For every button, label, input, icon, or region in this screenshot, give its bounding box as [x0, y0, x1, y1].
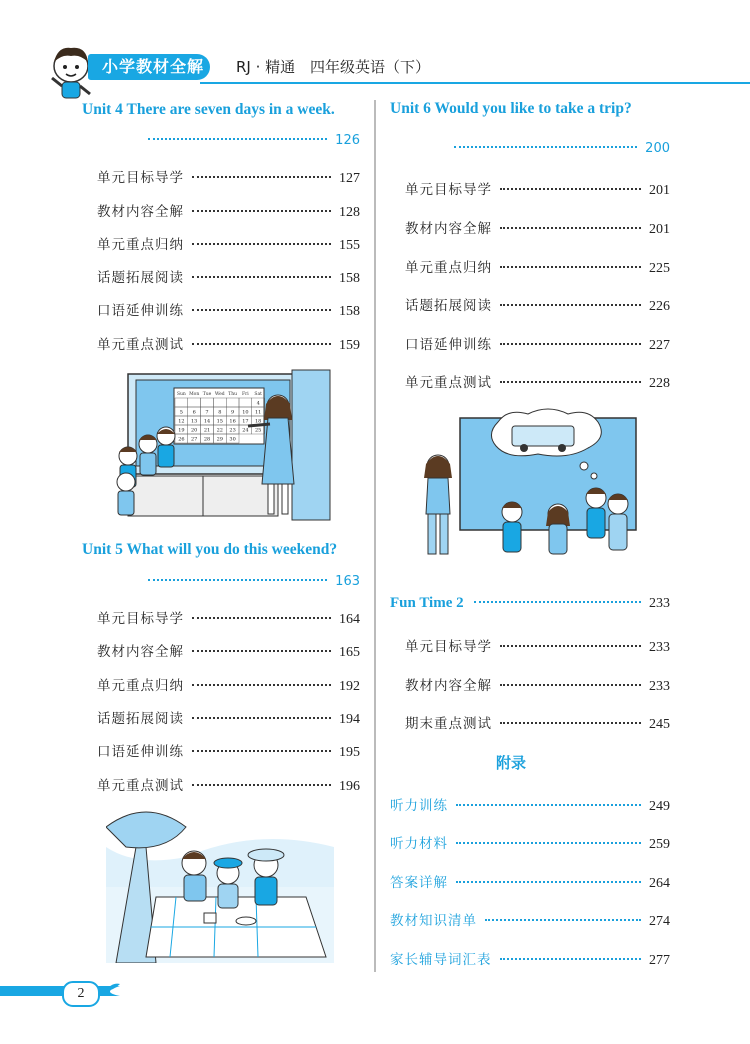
page-number: 2: [62, 981, 100, 1007]
toc-entry[interactable]: [97, 707, 360, 728]
edition-label: RJ · 精通: [236, 58, 296, 76]
leader-dots: [456, 842, 641, 844]
calendar-day-label: Mon: [189, 392, 200, 397]
calendar-date: 20: [191, 427, 198, 434]
toc-entry-page: 195: [339, 745, 360, 760]
book-title: 四年级英语（下）: [309, 58, 430, 76]
appendix-heading: 附录: [496, 754, 527, 772]
unit6-title[interactable]: Unit 6 Would you like to take a trip?: [390, 100, 632, 117]
column-divider: [374, 100, 376, 972]
calendar-date: 28: [203, 436, 211, 443]
leader-dots: [192, 650, 331, 652]
toc-entry[interactable]: [97, 774, 360, 795]
toc-entry[interactable]: [390, 948, 670, 969]
calendar-date: 26: [178, 436, 185, 443]
calendar-day-label: Fri: [242, 392, 249, 397]
calendar-date: 22: [216, 427, 223, 434]
leader-dots: [500, 684, 641, 686]
leader-dots: [500, 304, 641, 306]
toc-entry-label: 单元重点测试: [97, 337, 184, 353]
unit5-page: 163: [335, 574, 360, 589]
calendar-date: 21: [203, 427, 211, 434]
toc-entry[interactable]: [390, 871, 670, 892]
leader-dots: [500, 722, 641, 724]
toc-entry-label: 教材内容全解: [405, 678, 492, 694]
toc-entry-page: 277: [649, 953, 670, 968]
children-figures: [182, 849, 284, 908]
toc-entry[interactable]: [405, 371, 670, 392]
toc-entry-page: 127: [339, 171, 360, 186]
leader-dots: [148, 138, 327, 140]
toc-entry[interactable]: [97, 299, 360, 320]
leader-dots: [192, 210, 331, 212]
toc-entry-label: 教材知识清单: [390, 913, 477, 929]
leader-dots: [192, 717, 331, 719]
toc-entry-label: 听力材料: [390, 836, 448, 852]
leader-dots: [456, 881, 641, 883]
toc-entry-label: 口语延伸训练: [97, 303, 184, 319]
toc-entry[interactable]: [405, 712, 670, 733]
leader-dots: [500, 227, 641, 229]
unit5-title[interactable]: Unit 5 What will you do this weekend?: [82, 541, 338, 558]
toc-entry[interactable]: [97, 166, 360, 187]
unit6-page-line[interactable]: [454, 141, 670, 156]
toc-entry-label: 话题拓展阅读: [97, 270, 184, 286]
calendar-date: 23: [229, 427, 236, 434]
toc-entry-label: 教材内容全解: [97, 204, 184, 220]
leader-dots: [500, 343, 641, 345]
leader-dots: [474, 601, 641, 603]
toc-entry-page: 192: [339, 679, 360, 694]
toc-entry[interactable]: [97, 333, 360, 354]
toc-entry[interactable]: [405, 674, 670, 695]
calendar-date: 14: [203, 418, 211, 425]
toc-entry-page: 165: [339, 645, 360, 660]
calendar-date: 6: [192, 409, 196, 416]
toc-entry[interactable]: [390, 909, 670, 930]
leader-dots: [192, 784, 331, 786]
calendar-date: 30: [229, 436, 236, 443]
header-rule: [200, 82, 750, 84]
leader-dots: [192, 276, 331, 278]
toc-entry[interactable]: [97, 674, 360, 695]
calendar-date: 29: [216, 436, 223, 443]
toc-entry-label: 口语延伸训练: [97, 744, 184, 760]
funtime2-line[interactable]: [390, 595, 670, 612]
toc-entry-page: 158: [339, 271, 360, 286]
toc-entry-page: 227: [649, 338, 670, 353]
toc-entry-page: 201: [649, 222, 670, 237]
toc-entry-label: 单元目标导学: [97, 611, 184, 627]
toc-entry-label: 听力训练: [390, 798, 448, 814]
calendar-date: 24: [242, 427, 249, 434]
leader-dots: [500, 266, 641, 268]
toc-entry[interactable]: [405, 635, 670, 656]
toc-entry-label: 口语延伸训练: [405, 337, 492, 353]
toc-entry-label: 单元重点测试: [405, 375, 492, 391]
toc-entry-page: 226: [649, 299, 670, 314]
toc-entry[interactable]: [405, 294, 670, 315]
toc-entry-page: 196: [339, 779, 360, 794]
unit5-page-line[interactable]: [148, 574, 360, 589]
toc-entry-label: 单元重点归纳: [405, 260, 492, 276]
toc-entry-label: 教材内容全解: [405, 221, 492, 237]
toc-entry-page: 194: [339, 712, 360, 727]
toc-entry[interactable]: [390, 794, 670, 815]
toc-entry-page: 155: [339, 238, 360, 253]
leader-dots: [192, 684, 331, 686]
toc-entry-label: 单元重点测试: [97, 778, 184, 794]
calendar-date: 5: [179, 409, 183, 416]
leader-dots: [500, 645, 641, 647]
calendar-date: 25: [255, 427, 262, 434]
calendar-date: 19: [178, 427, 185, 434]
unit4-page-line[interactable]: [148, 133, 360, 148]
toc-entry-label: 期末重点测试: [405, 716, 492, 732]
leader-dots: [485, 919, 641, 921]
calendar-day-label: Tue: [202, 392, 212, 397]
picnic-illustration: [106, 807, 334, 963]
calendar-date: 16: [229, 418, 236, 425]
toc-entry-page: 259: [649, 837, 670, 852]
page-header: [0, 38, 750, 88]
trip-dream-illustration: [408, 404, 638, 564]
leader-dots: [500, 188, 641, 190]
toc-entry-label: 教材内容全解: [97, 644, 184, 660]
toc-entry[interactable]: [390, 832, 670, 853]
toc-entry[interactable]: [405, 217, 670, 238]
classroom-calendar-illustration: [108, 364, 334, 524]
toc-entry-label: 话题拓展阅读: [97, 711, 184, 727]
series-title: 小学教材全解: [88, 54, 210, 80]
toc-entry-label: 单元目标导学: [97, 170, 184, 186]
unit4-title[interactable]: Unit 4 There are seven days in a week.: [82, 101, 335, 118]
leader-dots: [192, 343, 331, 345]
toc-entry-page: 264: [649, 876, 670, 891]
toc-entry-label: 单元目标导学: [405, 639, 492, 655]
toc-entry-page: 158: [339, 304, 360, 319]
book-info: [236, 56, 430, 77]
calendar-day-label: Sat: [254, 392, 262, 397]
leader-dots: [192, 750, 331, 752]
unit4-page: 126: [335, 133, 360, 148]
toc-entry-page: 249: [649, 799, 670, 814]
calendar-date: 10: [242, 409, 249, 416]
toc-entry[interactable]: [97, 266, 360, 287]
toc-entry-page: 228: [649, 376, 670, 391]
leader-dots: [454, 146, 637, 148]
funtime2-title: Fun Time 2: [390, 595, 464, 611]
toc-entry[interactable]: [97, 607, 360, 628]
calendar-date: 15: [216, 418, 223, 425]
toc-entry[interactable]: [405, 333, 670, 354]
calendar-day-label: Thu: [228, 392, 238, 397]
calendar-date: 17: [242, 418, 249, 425]
toc-entry-label: 家长辅导词汇表: [390, 952, 492, 968]
leader-dots: [192, 176, 331, 178]
toc-entry-page: 164: [339, 612, 360, 627]
toc-entry-page: 245: [649, 717, 670, 732]
toc-entry[interactable]: [405, 256, 670, 277]
calendar-date: 18: [255, 418, 262, 425]
unit6-page: 200: [645, 141, 670, 156]
toc-entry-page: 128: [339, 205, 360, 220]
calendar-date: 27: [191, 436, 198, 443]
bus-icon: [512, 426, 574, 446]
toc-entry-label: 单元重点归纳: [97, 237, 184, 253]
toc-entry-page: 159: [339, 338, 360, 353]
calendar-date: 12: [178, 418, 185, 425]
leader-dots: [192, 617, 331, 619]
toc-entry-page: 274: [649, 914, 670, 929]
footer-bar: [0, 982, 750, 998]
calendar-date: 8: [218, 409, 222, 416]
calendar-day-label: Wed: [214, 392, 225, 397]
funtime2-page: 233: [649, 596, 670, 611]
calendar-date: 9: [231, 409, 235, 416]
calendar-date: 11: [255, 409, 262, 416]
toc-entry[interactable]: [97, 740, 360, 761]
leader-dots: [500, 381, 641, 383]
toc-entry-label: 答案详解: [390, 875, 448, 891]
toc-entry-page: 233: [649, 679, 670, 694]
toc-entry[interactable]: [97, 200, 360, 221]
leader-dots: [148, 579, 327, 581]
toc-entry-page: 225: [649, 261, 670, 276]
toc-entry-page: 233: [649, 640, 670, 655]
calendar-date: 7: [205, 409, 209, 416]
toc-entry[interactable]: [97, 640, 360, 661]
leader-dots: [500, 958, 642, 960]
leader-dots: [192, 243, 331, 245]
toc-entry-page: 201: [649, 183, 670, 198]
calendar-day-label: Sun: [176, 392, 186, 397]
calendar-date: 4: [256, 400, 260, 407]
toc-entry-label: 单元重点归纳: [97, 678, 184, 694]
leader-dots: [192, 309, 331, 311]
toc-entry-label: 话题拓展阅读: [405, 298, 492, 314]
calendar-date: 13: [191, 418, 198, 425]
toc-entry[interactable]: [405, 178, 670, 199]
leader-dots: [456, 804, 641, 806]
toc-entry[interactable]: [97, 233, 360, 254]
toc-entry-label: 单元目标导学: [405, 182, 492, 198]
